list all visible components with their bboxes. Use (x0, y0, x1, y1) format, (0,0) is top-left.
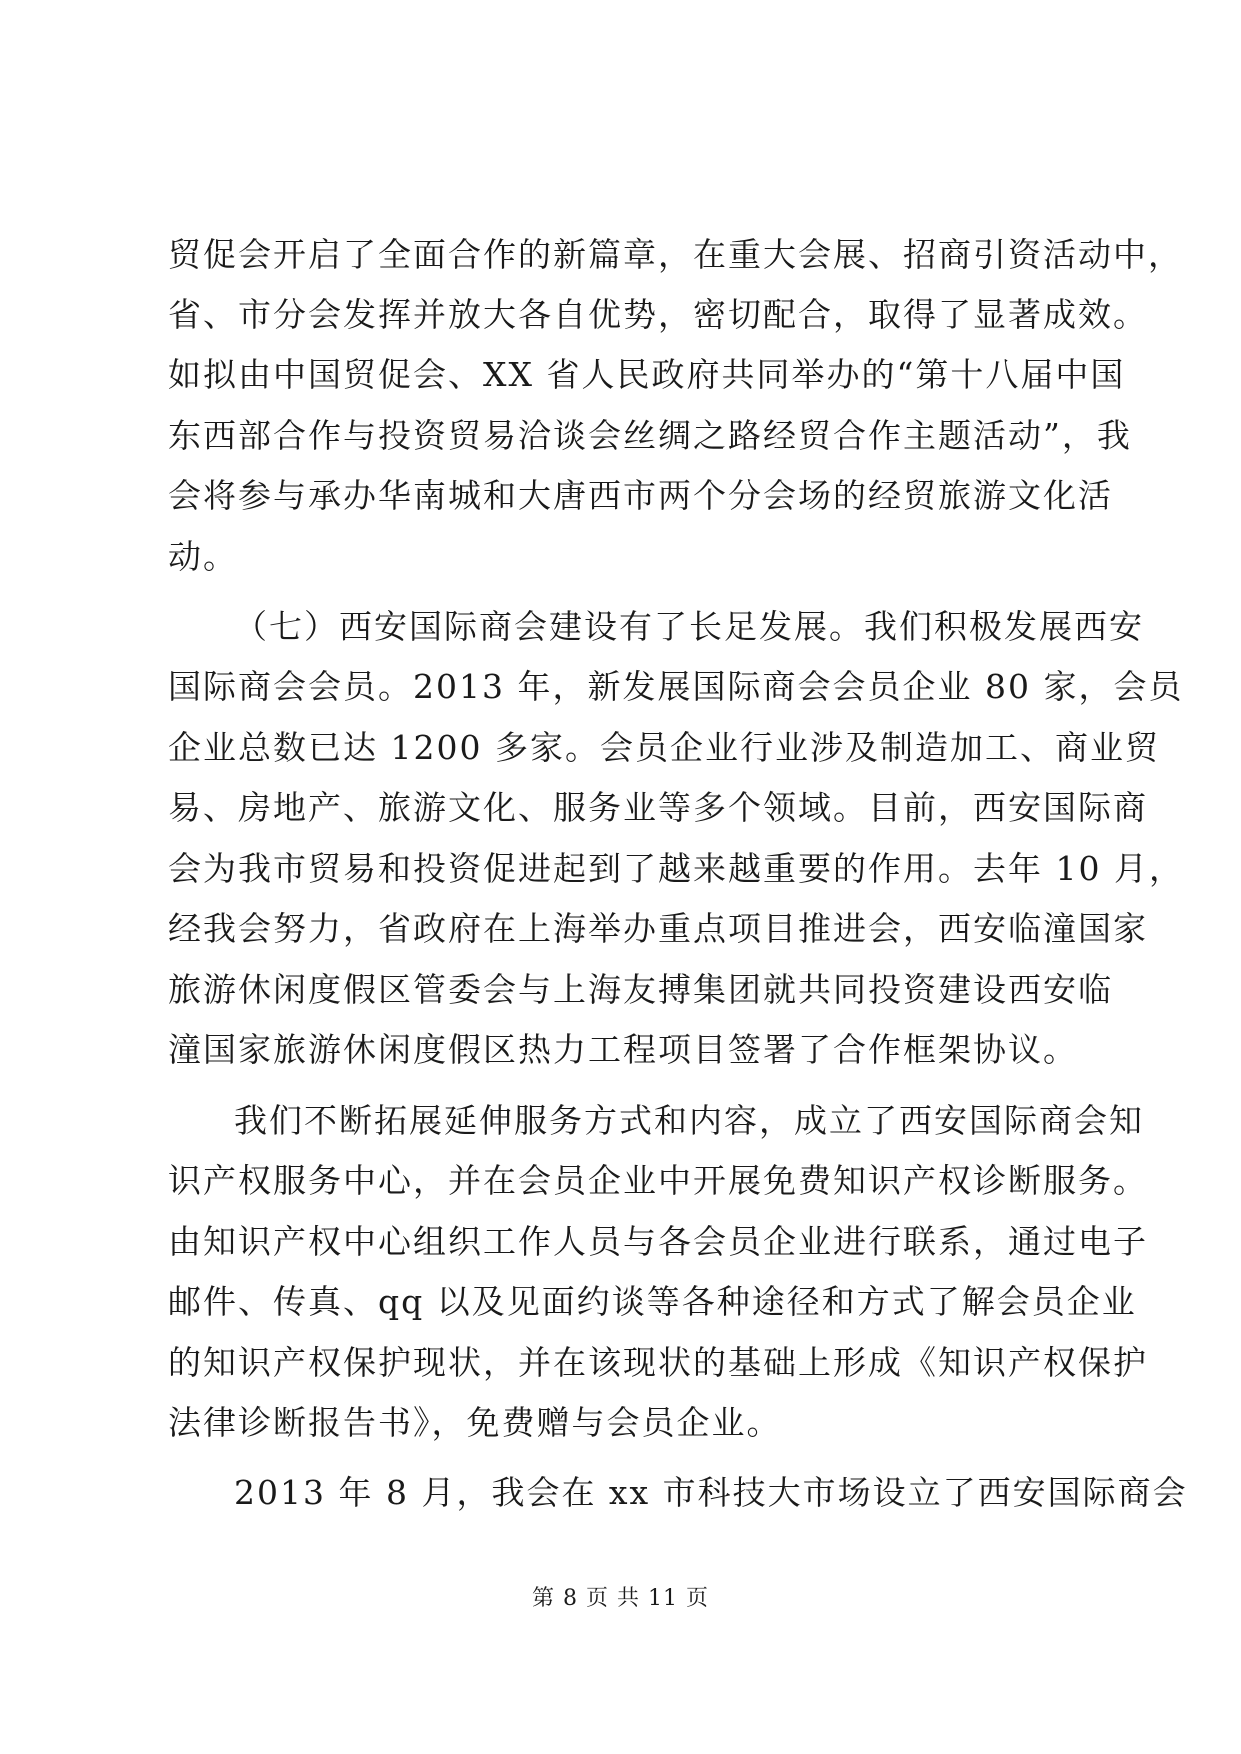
text-line: 潼国家旅游休闲度假区热力工程项目签署了合作框架协议。 (168, 1030, 1078, 1069)
paragraph-first-line: 2013 年 8 月，我会在 xx 市科技大市场设立了西安国际商会 (234, 1473, 1188, 1512)
text-line: 法律诊断报告书》，免费赠与会员企业。 (168, 1403, 782, 1442)
text-line: 东西部合作与投资贸易洽谈会丝绸之路经贸合作主题活动”，我 (168, 416, 1132, 455)
text-line: 省、市分会发挥并放大各自优势，密切配合，取得了显著成效。 (168, 295, 1148, 334)
text-line: 的知识产权保护现状，并在该现状的基础上形成《知识产权保护 (168, 1343, 1148, 1382)
page-number-footer: 第 8 页 共 11 页 (532, 1586, 709, 1611)
text-line: 动。 (168, 537, 238, 576)
text-line: 由知识产权中心组织工作人员与各会员企业进行联系，通过电子 (168, 1222, 1148, 1261)
paragraph-first-line: （七）西安国际商会建设有了长足发展。我们积极发展西安 (234, 607, 1144, 646)
text-line: 邮件、传真、qq 以及见面约谈等各种途径和方式了解会员企业 (168, 1282, 1137, 1321)
text-line: 如拟由中国贸促会、XX 省人民政府共同举办的“第十八届中国 (168, 355, 1126, 394)
text-line: 旅游休闲度假区管委会与上海友搏集团就共同投资建设西安临 (168, 970, 1113, 1009)
text-line: 会将参与承办华南城和大唐西市两个分会场的经贸旅游文化活 (168, 476, 1113, 515)
text-line: 识产权服务中心，并在会员企业中开展免费知识产权诊断服务。 (168, 1161, 1148, 1200)
text-line: 易、房地产、旅游文化、服务业等多个领域。目前，西安国际商 (168, 788, 1148, 827)
text-line: 会为我市贸易和投资促进起到了越来越重要的作用。去年 10 月， (168, 849, 1184, 888)
text-line: 国际商会会员。2013 年，新发展国际商会会员企业 80 家，会员 (168, 667, 1184, 706)
text-line: 贸促会开启了全面合作的新篇章，在重大会展、招商引资活动中， (168, 235, 1183, 274)
paragraph-first-line: 我们不断拓展延伸服务方式和内容，成立了西安国际商会知 (234, 1101, 1144, 1140)
text-line: 经我会努力，省政府在上海举办重点项目推进会，西安临潼国家 (168, 909, 1148, 948)
text-line: 企业总数已达 1200 多家。会员企业行业涉及制造加工、商业贸 (168, 728, 1160, 767)
